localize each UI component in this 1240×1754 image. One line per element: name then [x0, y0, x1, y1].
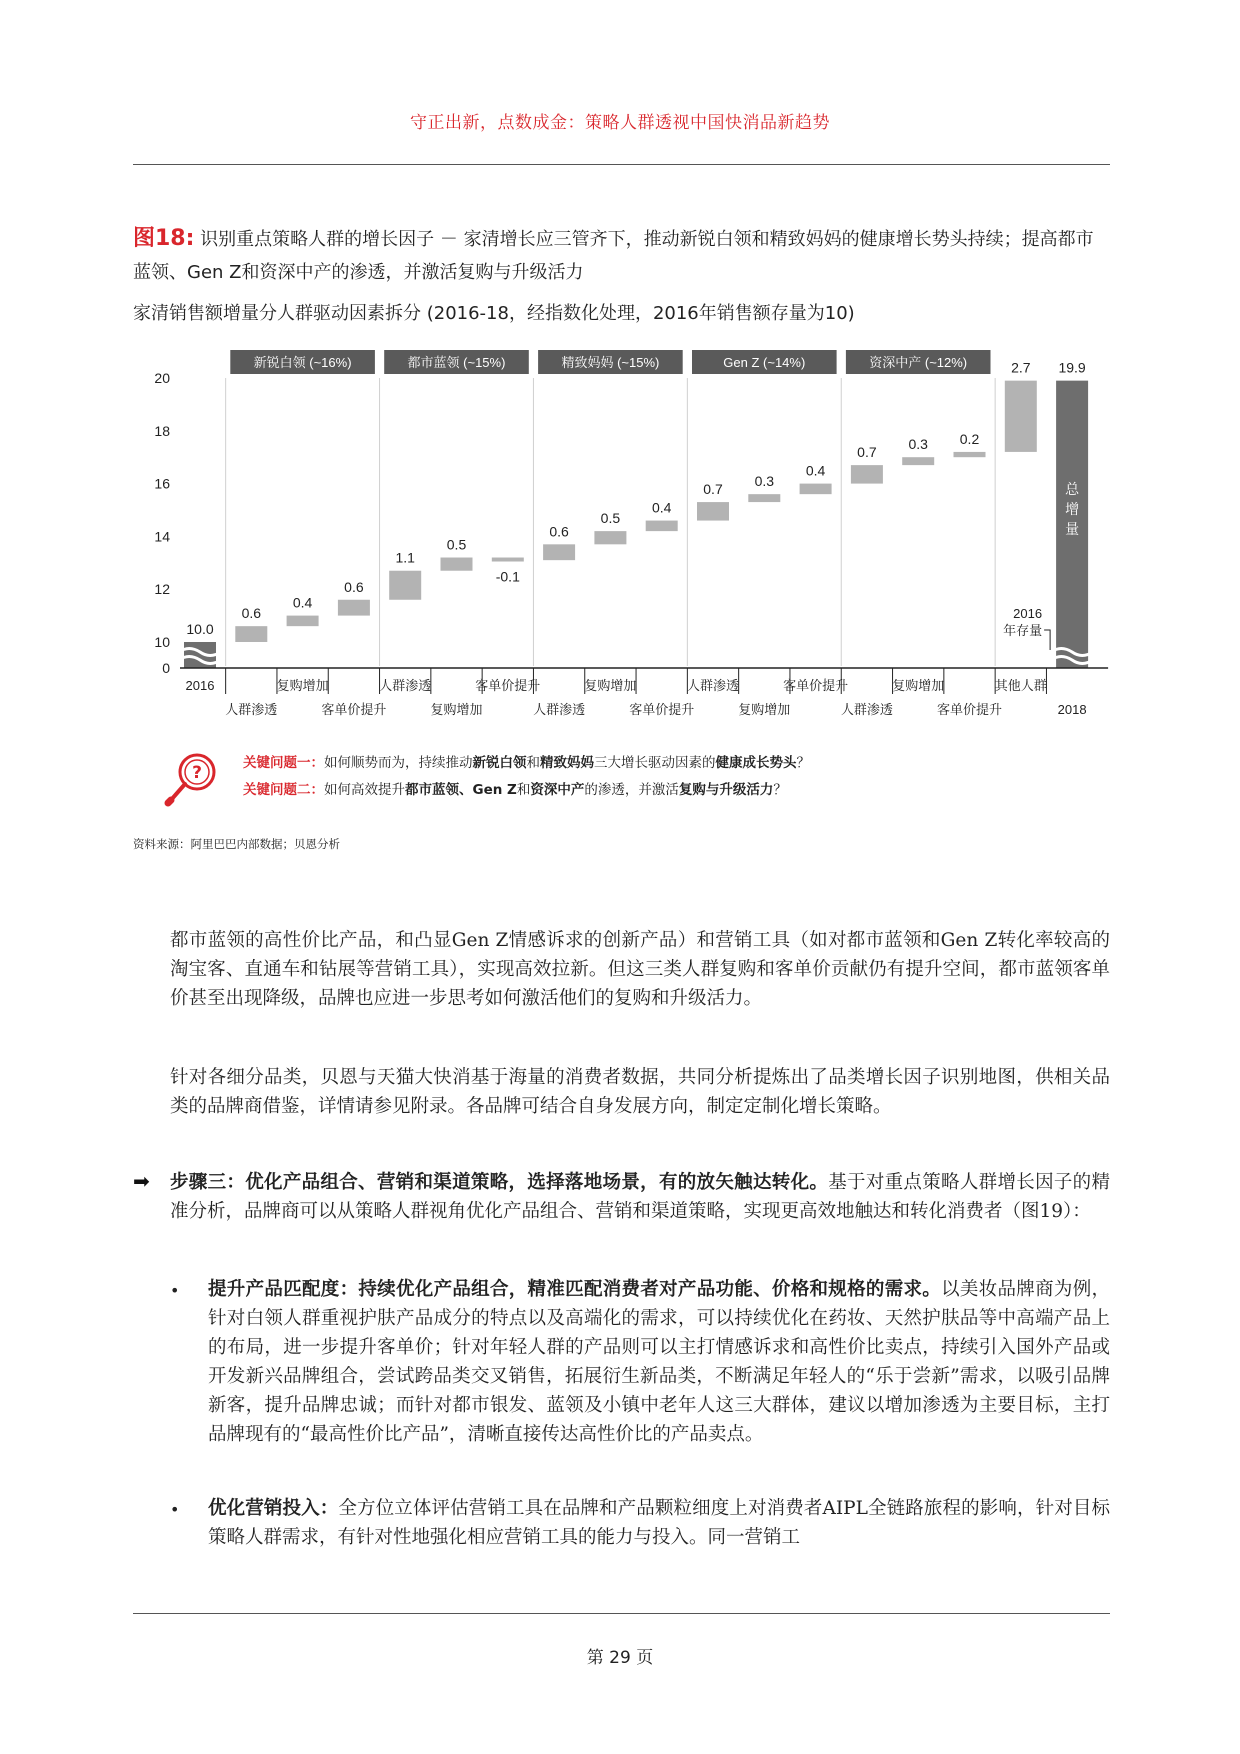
waterfall-bar: [697, 502, 729, 520]
q2-bold3: 复购与升级活力: [678, 782, 774, 798]
stock-annotation: 2016: [1013, 606, 1043, 621]
q1-end: ？: [796, 755, 810, 771]
y-tick-label: 12: [154, 581, 170, 598]
bar-value-label: 0.4: [805, 462, 826, 479]
waterfall-bar: [902, 457, 934, 465]
bar-value-label: 0.5: [600, 510, 621, 527]
x-category-label: 复购增加: [430, 702, 483, 717]
running-header: 守正出新，点数成金：策略人群透视中国快消品新趋势: [410, 113, 830, 133]
step-three-text: 基于对重点策略人群增长因子的精准分析，品牌商可以从策略人群视角优化产品组合、营销和渠道策略，实现更高效地触达和转化消费者（图19）：: [170, 1172, 1110, 1222]
q2-label: 关键问题二：: [243, 782, 324, 798]
x-category-label: 客单价提升: [629, 702, 695, 717]
x-category-label: 人群渗透: [840, 702, 893, 717]
q2-end: ？: [773, 782, 787, 798]
x-category-label: 人群渗透: [379, 678, 432, 693]
bar-value-label: -0.1: [495, 568, 520, 585]
x-category-label: 2018: [1057, 702, 1087, 717]
bar-value-label: 0.2: [959, 430, 980, 447]
waterfall-bar: [954, 452, 986, 457]
q1-bold2: 精致妈妈: [540, 755, 594, 771]
figure-subtitle: 家清销售额增量分人群驱动因素拆分 (2016-18，经指数化处理，2016年销售额存量为10): [133, 303, 855, 324]
bar-value-label: 10.0: [186, 621, 214, 637]
magnifier-question-icon: [163, 748, 223, 812]
waterfall-bar: [543, 544, 575, 560]
x-category-label: 客单价提升: [321, 702, 387, 717]
q2-pre: 如何高效提升: [324, 782, 405, 798]
total-increment-label: 量: [1065, 521, 1080, 537]
waterfall-bar: [235, 626, 267, 642]
bullet-2-heading: 优化营销投入：: [208, 1498, 339, 1519]
waterfall-bar: [492, 558, 524, 562]
y-tick-label: 20: [154, 370, 170, 386]
bullet-1-text: 以美妆品牌商为例，针对白领人群重视护肤产品成分的特点以及高端化的需求，可以持续优化在药妆、天然护肤品等中高端产品上的布局，进一步提升客单价；针对年轻人群的产品则可以主打情感诉求和高性价比卖点，持续引入国外产品或开发新兴品牌组合，尝试跨品类交叉销售，拓展衍生新品类，不断满足年轻人的“乐于尝新”需求，以吸引品牌新客，提升品牌忠诚；而针对都市银发、蓝领及小镇中老年人这三大群体，建议以增加渗透为主要目标，主打品牌现有的“最高性价比产品”，清晰直接传达高性价比的产品卖点。: [208, 1279, 1110, 1445]
bar-value-label: 0.6: [241, 605, 262, 622]
segment-tag-label: 新锐白领 (~16%): [253, 355, 352, 370]
bullet-marketing-investment: [208, 1494, 1110, 1552]
waterfall-bar: [389, 571, 421, 600]
bar-value-label: 0.3: [754, 473, 775, 490]
q1-post: 三大增长驱动因素的: [594, 755, 716, 771]
figure-title: 识别重点策略人群的增长因子 － 家清增长应三管齐下，推动新锐白领和精致妈妈的健康增长势头持续；提高都市蓝领、Gen Z和资深中产的渗透，并激活复购与升级活力: [133, 229, 1094, 283]
stock-annotation: 年存量: [1003, 623, 1043, 638]
x-category-label: 客单价提升: [475, 678, 541, 693]
x-category-label: 其他人群: [994, 678, 1047, 693]
x-category-label: 复购增加: [584, 678, 637, 693]
page-number: 第 29 页: [586, 1648, 654, 1668]
x-category-label: 人群渗透: [533, 702, 586, 717]
q2-bold: 都市蓝领、Gen Z: [405, 782, 517, 798]
body-paragraph-2: 针对各细分品类，贝恩与天猫大快消基于海量的消费者数据，共同分析提炼出了品类增长因子识别地图，供相关品类的品牌商借鉴，详情请参见附录。各品牌可结合自身发展方向，制定定制化增长策略。: [170, 1067, 1110, 1117]
q2-post: 的渗透，并激活: [584, 782, 679, 798]
bullet-2-text: 全方位立体评估营销工具在品牌和产品颗粒细度上对消费者AIPL全链路旅程的影响，针对目标策略人群需求，有针对性地强化相应营销工具的能力与投入。同一营销工: [208, 1498, 1110, 1548]
figure-source: 资料来源：阿里巴巴内部数据；贝恩分析: [133, 837, 340, 851]
bar-value-label: 0.7: [703, 481, 723, 498]
x-category-label: 人群渗透: [686, 678, 740, 693]
bullet-1-heading: 提升产品匹配度：持续优化产品组合，精准匹配消费者对产品功能、价格和规格的需求。: [208, 1279, 942, 1300]
x-category-label: 复购增加: [892, 678, 945, 693]
bar-value-label: 0.4: [292, 594, 313, 611]
key-question-2: [243, 777, 1043, 804]
bar-value-label: 0.6: [549, 523, 569, 540]
bullet-dot-icon: •: [170, 1500, 180, 1519]
y-tick-label: 0: [162, 660, 170, 676]
waterfall-bar: [1005, 381, 1037, 452]
segment-tag-label: Gen Z (~14%): [723, 355, 806, 370]
segment-tag-label: 资深中产 (~12%): [869, 355, 968, 370]
arrow-right-icon: ➡: [133, 1169, 150, 1193]
bar-value-label: 0.4: [651, 499, 672, 516]
y-tick-label: 10: [154, 634, 170, 650]
q1-bold: 新锐白领: [472, 755, 527, 771]
x-category-label: 2016: [185, 678, 215, 693]
y-tick-label: 16: [154, 475, 170, 492]
bar-value-label: 0.5: [446, 536, 467, 553]
bullet-dot-icon: •: [170, 1281, 180, 1300]
waterfall-bar: [748, 494, 780, 502]
waterfall-bar: [594, 531, 626, 544]
q2-bold2: 资深中产: [530, 782, 585, 798]
y-tick-label: 18: [154, 422, 170, 439]
bar-value-label: 0.7: [857, 444, 877, 461]
key-question-1: [243, 750, 1043, 777]
x-category-label: 复购增加: [738, 702, 791, 717]
bar-value-label: 1.1: [395, 549, 415, 566]
bar-value-label: 0.3: [908, 436, 928, 453]
q1-bold3: 健康成长势头: [715, 755, 797, 771]
waterfall-chart: [0, 0, 1240, 760]
waterfall-bar: [338, 600, 370, 616]
svg-text:?: ?: [192, 763, 202, 783]
q1-pre: 如何顺势而为，持续推动: [324, 755, 473, 771]
figure-label: 图18:: [133, 226, 195, 251]
waterfall-bar: [441, 558, 473, 571]
segment-tag-label: 精致妈妈 (~15%): [561, 355, 660, 370]
body-paragraph-1: 都市蓝领的高性价比产品，和凸显Gen Z情感诉求的创新产品）和营销工具（如对都市蓝领和Gen Z转化率较高的淘宝客、直通车和钻展等营销工具），实现高效拉新。但这三类人群复购和客单价贡献仍有提升空间，都市蓝领客单价甚至出现降级，品牌也应进一步思考如何激活他们的复购和升级活力。: [170, 930, 1110, 1009]
total-increment-label: 总: [1065, 481, 1080, 497]
x-category-label: 客单价提升: [783, 678, 849, 693]
q1-label: 关键问题一：: [243, 755, 324, 771]
bar-value-label: 2.7: [1011, 359, 1031, 376]
y-tick-label: 14: [154, 528, 170, 545]
bullet-product-match: [208, 1275, 1110, 1449]
q2-mid: 和: [516, 782, 531, 798]
total-increment-label: 增: [1065, 501, 1080, 517]
footer-rule: [133, 1613, 1110, 1614]
x-category-label: 人群渗透: [225, 702, 278, 717]
waterfall-bar: [851, 465, 883, 483]
x-category-label: 客单价提升: [936, 702, 1003, 717]
bar-value-label: 19.9: [1058, 359, 1086, 376]
step-three-paragraph: [170, 1168, 1110, 1226]
waterfall-bar: [287, 616, 319, 627]
x-category-label: 复购增加: [276, 678, 329, 693]
q1-mid: 和: [526, 755, 540, 771]
step-three-heading: 步骤三：优化产品组合、营销和渠道策略，选择落地场景，有的放矢触达转化。: [170, 1172, 829, 1193]
stock-annotation-leader: [1044, 630, 1050, 650]
bar-value-label: 0.6: [344, 578, 364, 595]
segment-tag-label: 都市蓝领 (~15%): [407, 355, 506, 370]
waterfall-bar: [646, 521, 678, 532]
waterfall-bar: [800, 484, 832, 495]
